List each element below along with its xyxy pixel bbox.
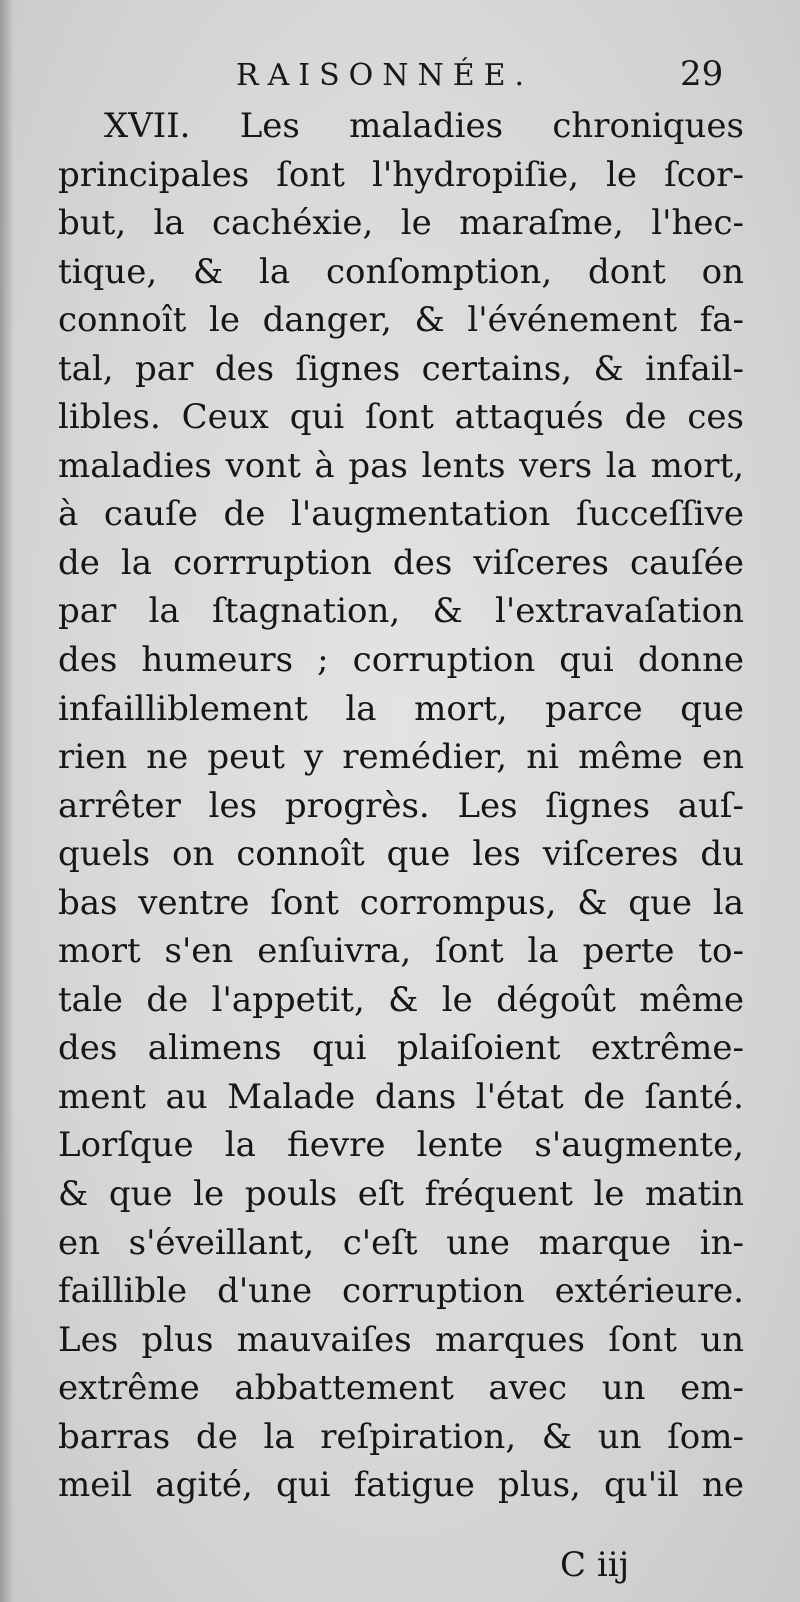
text-line: des alimens qui plaiſoient extrême- <box>58 1028 744 1069</box>
text-line: Lorſque la fievre lente s'augmente, <box>58 1125 744 1166</box>
text-line: tale de l'appetit, & le dégoût même <box>58 979 744 1020</box>
text-line: rien ne peut y remédier, ni même en <box>58 737 744 778</box>
text-line: principales ſont l'hydropiſie, le ſcor- <box>58 154 744 195</box>
text-line: quels on connoît que les viſceres du <box>58 834 744 875</box>
text-line: de la corrruption des viſceres cauſée <box>58 542 744 583</box>
text-line: arrêter les progrès. Les ſignes auſ- <box>58 785 744 826</box>
signature-mark: C iij <box>560 1545 630 1585</box>
text-line: connoît le danger, & l'événement fa- <box>58 300 744 341</box>
text-line: maladies vont à pas lents vers la mort, <box>58 445 744 486</box>
text-line: tal, par des ſignes certains, & infail- <box>58 348 744 389</box>
running-header <box>0 52 800 108</box>
text-line: ment au Malade dans l'état de ſanté. <box>58 1076 744 1117</box>
page-gutter-shadow <box>0 0 14 1602</box>
text-line: tique, & la conſomption, dont on <box>58 251 744 292</box>
running-title: RAISONNÉE. <box>236 58 534 93</box>
text-line: & que le pouls eſt fréquent le matin <box>58 1174 744 1215</box>
text-line: barras de la reſpiration, & un ſom- <box>58 1416 744 1457</box>
text-line: libles. Ceux qui ſont attaqués de ces <box>58 397 744 438</box>
body-text <box>58 102 744 1510</box>
text-line: mort s'en enſuivra, ſont la perte to- <box>58 931 744 972</box>
text-line: faillible d'une corruption extérieure. <box>58 1271 744 1312</box>
text-line: bas ventre ſont corrompus, & que la <box>58 882 744 923</box>
text-line: des humeurs ; corruption qui donne <box>58 640 744 681</box>
text-line: à cauſe de l'augmentation ſucceſſive <box>58 494 744 535</box>
text-line: XVII. Les maladies chroniques <box>104 106 744 146</box>
text-line: meil agité, qui fatigue plus, qu'il ne <box>58 1465 744 1506</box>
text-line: par la ſtagnation, & l'extravaſation <box>58 591 744 632</box>
text-line: extrême abbattement avec un em- <box>58 1368 744 1409</box>
text-line: en s'éveillant, c'eſt une marque in- <box>58 1222 744 1263</box>
page-number: 29 <box>680 54 724 94</box>
text-line: but, la cachéxie, le maraſme, l'hec- <box>58 203 744 244</box>
text-line: Les plus mauvaiſes marques ſont un <box>58 1319 744 1360</box>
text-line: infailliblement la mort, parce que <box>58 688 744 729</box>
